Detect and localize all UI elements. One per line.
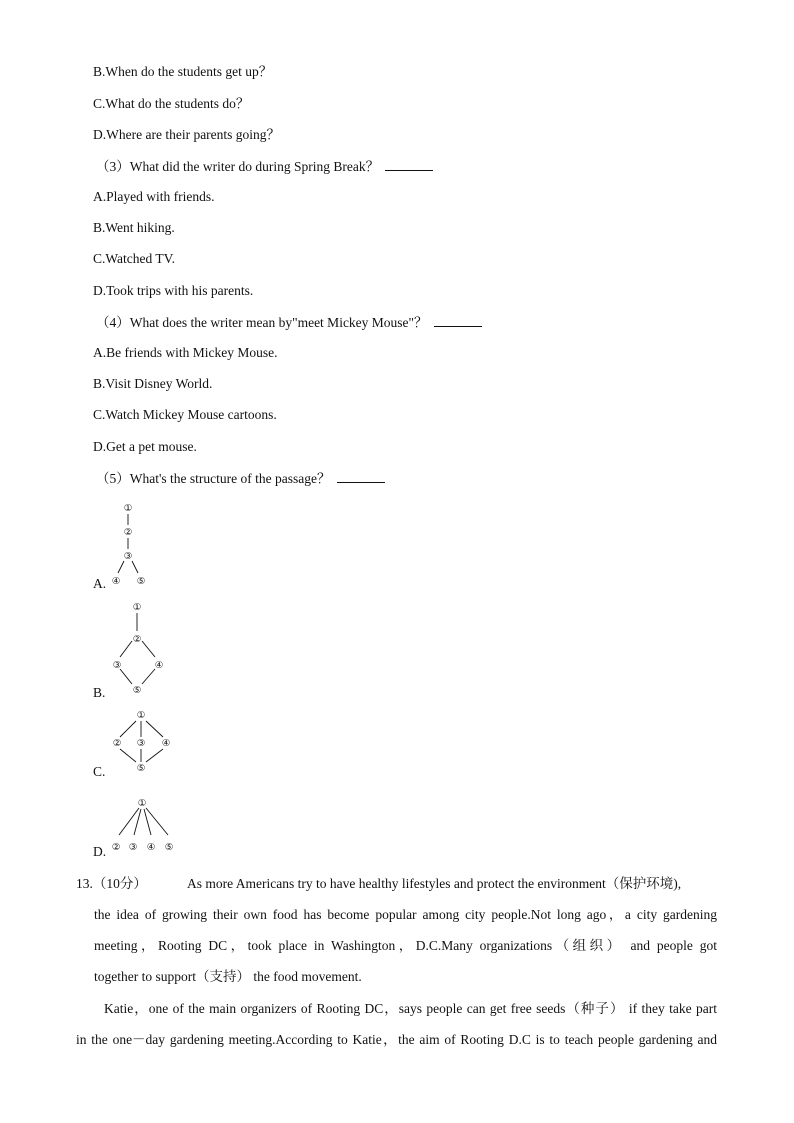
q2-option-d: D.Where are their parents going？ bbox=[93, 127, 281, 142]
q5-option-c-diagram bbox=[108, 706, 178, 778]
q13-para2-line1: Katie，one of the main organizers of Rooting DC，says people can get free seeds（种子） if they take part bbox=[104, 1001, 717, 1016]
node-1: ① bbox=[136, 710, 146, 721]
q4-option-a: A.Be friends with Mickey Mouse. bbox=[93, 345, 278, 360]
node-3: ③ bbox=[123, 551, 133, 562]
edge bbox=[142, 641, 155, 657]
node-4: ④ bbox=[146, 842, 156, 853]
edge bbox=[132, 561, 138, 573]
node-4: ④ bbox=[111, 576, 121, 587]
q13-number: 13.（10分） bbox=[76, 876, 147, 891]
edge bbox=[120, 669, 132, 684]
q13-para1-line2: the idea of growing their own food has become popular among city people.Not long ago，a city gardening bbox=[94, 907, 717, 922]
q5-option-b-label: B. bbox=[93, 685, 106, 700]
q3-option-b: B.Went hiking. bbox=[93, 220, 175, 235]
edge bbox=[120, 721, 136, 737]
q13-para1-line1: As more Americans try to have healthy lifestyles and protect the environment（保护环境), bbox=[187, 876, 682, 891]
q13-para1-line4: together to support（支持） the food movement. bbox=[94, 969, 362, 984]
node-1: ① bbox=[132, 602, 142, 613]
q5-answer-blank[interactable] bbox=[337, 470, 385, 483]
q4-answer-blank[interactable] bbox=[434, 314, 482, 327]
q3-option-c: C.Watched TV. bbox=[93, 251, 176, 266]
node-5: ⑤ bbox=[136, 763, 146, 774]
q4-stem bbox=[96, 314, 482, 331]
q5-option-a-label: A. bbox=[93, 576, 107, 591]
node-4: ④ bbox=[154, 660, 164, 671]
node-3: ③ bbox=[128, 842, 138, 853]
node-4: ④ bbox=[161, 738, 171, 749]
edge bbox=[120, 641, 132, 657]
node-2: ② bbox=[123, 527, 133, 538]
q13-para2-line2: in the one－day gardening meeting.According to Katie，the aim of Rooting D.C is to teach people gardening and bbox=[76, 1032, 717, 1047]
q2-option-b: B.When do the students get up？ bbox=[93, 64, 273, 79]
q4-option-b: B.Visit Disney World. bbox=[93, 376, 213, 391]
q5-option-a-diagram bbox=[100, 498, 160, 590]
q5-option-d-label: D. bbox=[93, 844, 107, 859]
node-2: ② bbox=[111, 842, 121, 853]
q4-option-c: C.Watch Mickey Mouse cartoons. bbox=[93, 407, 277, 422]
q3-option-a: A.Played with friends. bbox=[93, 189, 215, 204]
edge bbox=[146, 749, 163, 762]
q4-option-d: D.Get a pet mouse. bbox=[93, 439, 197, 454]
edge bbox=[142, 669, 155, 684]
edge bbox=[119, 808, 139, 835]
node-3: ③ bbox=[112, 660, 122, 671]
node-5: ⑤ bbox=[132, 685, 142, 696]
q3-answer-blank[interactable] bbox=[385, 158, 433, 171]
node-2: ② bbox=[112, 738, 122, 749]
edge bbox=[146, 721, 163, 737]
q3-option-d: D.Took trips with his parents. bbox=[93, 283, 254, 298]
node-5: ⑤ bbox=[136, 576, 146, 587]
q4-stem-text: （4）What does the writer mean by"meet Mickey Mouse"？ bbox=[96, 315, 428, 330]
node-1: ① bbox=[123, 503, 133, 514]
q5-option-d-diagram bbox=[106, 793, 186, 855]
node-5: ⑤ bbox=[164, 842, 174, 853]
q13-para1-line3: meeting，Rooting DC，took place in Washington，D.C.Many organizations（组织） and people got bbox=[94, 938, 717, 953]
edge bbox=[118, 561, 124, 573]
q3-stem-text: （3）What did the writer do during Spring Break？ bbox=[96, 159, 380, 174]
node-1: ① bbox=[137, 798, 147, 809]
edge bbox=[146, 808, 168, 835]
edge bbox=[120, 749, 136, 762]
q5-option-b-diagram bbox=[104, 598, 174, 696]
q5-option-c-label: C. bbox=[93, 764, 106, 779]
q2-option-c: C.What do the students do？ bbox=[93, 96, 250, 111]
q3-stem bbox=[96, 158, 433, 175]
node-3: ③ bbox=[136, 738, 146, 749]
q5-stem bbox=[96, 470, 385, 487]
node-2: ② bbox=[132, 634, 142, 645]
q5-stem-text: （5）What's the structure of the passage？ bbox=[96, 471, 331, 486]
